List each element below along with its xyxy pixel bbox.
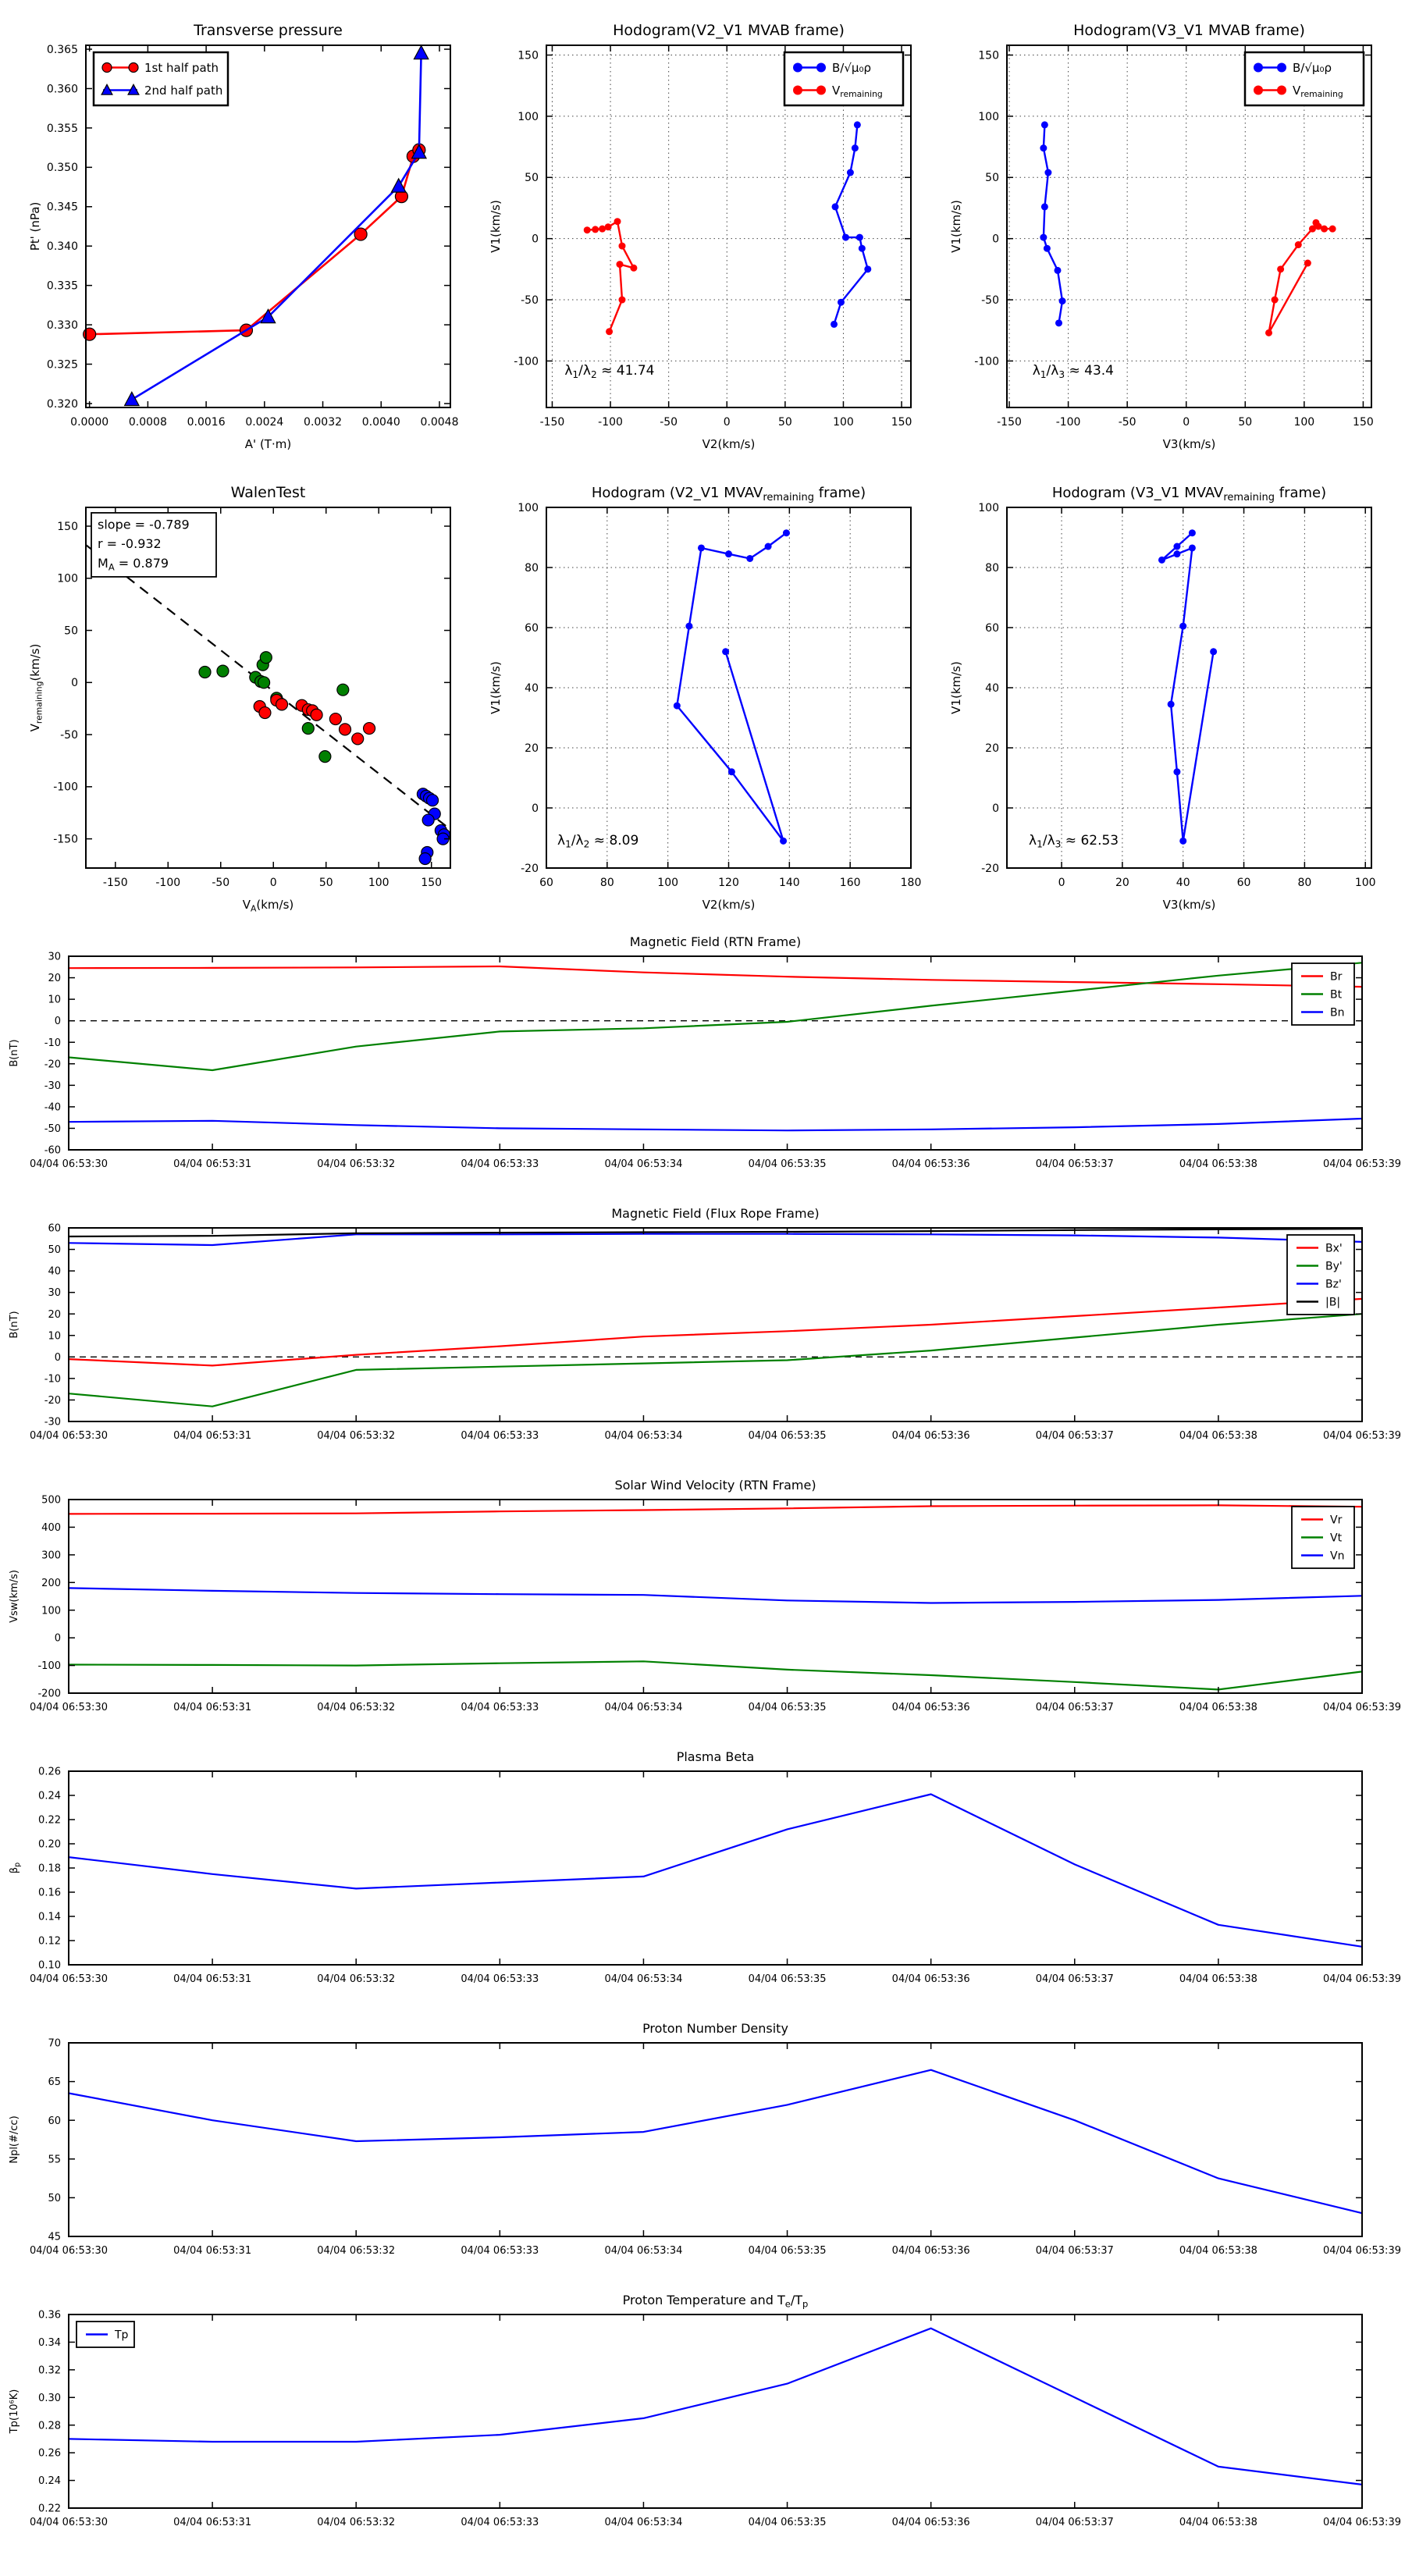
svg-text:B(nT): B(nT) <box>9 1039 20 1067</box>
svg-text:B(nT): B(nT) <box>9 1311 20 1339</box>
svg-text:0: 0 <box>1183 416 1190 429</box>
svg-text:80: 80 <box>1297 877 1312 889</box>
svg-text:Proton Temperature and Te/Tp: Proton Temperature and $T_e/T_p$ <box>622 2293 809 2310</box>
svg-text:20: 20 <box>985 742 999 755</box>
svg-text:55: 55 <box>48 2154 61 2166</box>
svg-text:04/04 06:53:39: 04/04 06:53:39 <box>1323 1702 1401 1713</box>
svg-text:04/04 06:53:34: 04/04 06:53:34 <box>604 1973 683 1985</box>
svg-text:MA = 0.879: $M_A = 0.879$ <box>98 555 169 573</box>
svg-text:0.340: 0.340 <box>46 240 78 254</box>
svg-text:-60: -60 <box>44 1144 61 1157</box>
svg-text:0.12: 0.12 <box>38 1935 61 1948</box>
svg-text:0: 0 <box>1058 877 1065 889</box>
svg-text:50: 50 <box>525 172 539 185</box>
svg-text:04/04 06:53:33: 04/04 06:53:33 <box>461 1702 539 1713</box>
svg-text:04/04 06:53:36: 04/04 06:53:36 <box>891 1973 970 1985</box>
svg-text:04/04 06:53:34: 04/04 06:53:34 <box>604 1158 683 1170</box>
svg-text:04/04 06:53:31: 04/04 06:53:31 <box>173 1430 252 1442</box>
svg-text:04/04 06:53:32: 04/04 06:53:32 <box>317 1158 396 1170</box>
chart-hodogram-v3-v1-mvab <box>943 6 1384 464</box>
svg-text:0.22: 0.22 <box>38 1814 61 1827</box>
chart-hodogram-v2-v1-mvab <box>482 6 923 464</box>
svg-text:04/04 06:53:37: 04/04 06:53:37 <box>1035 1430 1114 1442</box>
svg-text:0.320: 0.320 <box>46 397 78 411</box>
svg-text:-100: -100 <box>1055 416 1081 429</box>
svg-text:20: 20 <box>1115 877 1129 889</box>
svg-text:Hodogram (V3_V1 MVAVremaining: Hodogram (V3_V1 $MVAV_{remaining}$ frame) <box>1051 485 1327 503</box>
svg-text:04/04 06:53:39: 04/04 06:53:39 <box>1323 1430 1401 1442</box>
svg-text:V1(km/s): V1(km/s) <box>489 661 503 714</box>
svg-text:70: 70 <box>48 2037 61 2050</box>
svg-text:04/04 06:53:35: 04/04 06:53:35 <box>748 1702 827 1713</box>
svg-text:50: 50 <box>985 172 999 185</box>
svg-text:Magnetic Field (RTN Frame): Magnetic Field (RTN Frame) <box>629 934 802 949</box>
svg-text:Solar Wind Velocity (RTN Frame: Solar Wind Velocity (RTN Frame) <box>614 1478 816 1493</box>
svg-text:Bz': Bz' <box>1325 1278 1342 1291</box>
svg-text:100: 100 <box>978 501 999 514</box>
svg-text:04/04 06:53:31: 04/04 06:53:31 <box>173 2517 252 2528</box>
b_flux_rope-svg <box>0 1204 1405 1476</box>
legend <box>1292 1507 1354 1568</box>
svg-text:04/04 06:53:38: 04/04 06:53:38 <box>1179 1973 1257 1985</box>
svg-text:180: 180 <box>900 877 922 889</box>
svg-text:100: 100 <box>41 1605 61 1617</box>
svg-text:04/04 06:53:30: 04/04 06:53:30 <box>30 1158 108 1170</box>
svg-text:0.28: 0.28 <box>38 2420 61 2432</box>
svg-text:40: 40 <box>985 681 999 695</box>
svg-text:120: 120 <box>718 877 739 889</box>
svg-text:04/04 06:53:31: 04/04 06:53:31 <box>173 2245 252 2257</box>
svg-text:1st half path: 1st half path <box>144 60 219 75</box>
svg-text:04/04 06:53:30: 04/04 06:53:30 <box>30 1973 108 1985</box>
svg-text:0.330: 0.330 <box>46 318 78 332</box>
svg-text:150: 150 <box>1353 416 1374 429</box>
svg-text:04/04 06:53:32: 04/04 06:53:32 <box>317 2517 396 2528</box>
chart-walen-test <box>22 468 463 924</box>
svg-text:04/04 06:53:33: 04/04 06:53:33 <box>461 2517 539 2528</box>
svg-text:10: 10 <box>48 1330 61 1343</box>
svg-text:0: 0 <box>71 677 78 690</box>
svg-text:r = -0.932: r = -0.932 <box>98 536 162 552</box>
svg-text:-50: -50 <box>1118 416 1136 429</box>
svg-text:30: 30 <box>48 1287 61 1300</box>
svg-text:-150: -150 <box>53 833 78 846</box>
chart-plasma-beta <box>0 1748 1405 2019</box>
svg-text:V2(km/s): V2(km/s) <box>702 437 756 451</box>
svg-text:Tp(10⁶K): Tp(10⁶K) <box>9 2389 20 2434</box>
svg-text:Vremaining: $V_{remaining}$ <box>832 83 883 100</box>
svg-text:Vr: Vr <box>1330 1514 1343 1527</box>
hodogram_v3_mvab-svg <box>943 6 1384 464</box>
walen_test-svg <box>22 468 463 924</box>
svg-text:50: 50 <box>777 416 792 429</box>
svg-text:0.360: 0.360 <box>46 83 78 96</box>
svg-text:-20: -20 <box>44 1394 61 1407</box>
svg-text:-20: -20 <box>521 862 539 875</box>
svg-text:-50: -50 <box>212 877 230 889</box>
svg-text:150: 150 <box>421 877 443 889</box>
svg-text:VA(km/s): $V_A(km/s)$ <box>242 898 294 914</box>
svg-text:50: 50 <box>48 2192 61 2204</box>
chart-transverse-pressure <box>22 6 463 464</box>
svg-text:-200: -200 <box>37 1688 61 1700</box>
svg-text:04/04 06:53:38: 04/04 06:53:38 <box>1179 1702 1257 1713</box>
svg-text:500: 500 <box>41 1494 61 1507</box>
svg-text:-40: -40 <box>44 1101 61 1114</box>
svg-text:0.36: 0.36 <box>38 2309 61 2322</box>
proton_temp-svg <box>0 2291 1405 2563</box>
svg-text:04/04 06:53:31: 04/04 06:53:31 <box>173 1973 252 1985</box>
svg-text:Bn: Bn <box>1330 1006 1345 1019</box>
svg-text:Npl(#/cc): Npl(#/cc) <box>9 2115 20 2164</box>
svg-text:Bx': Bx' <box>1325 1242 1343 1255</box>
svg-text:Hodogram(V2_V1 MVAB frame): Hodogram(V2_V1 MVAB frame) <box>613 22 845 39</box>
svg-text:-50: -50 <box>44 1123 61 1135</box>
svg-text:0: 0 <box>532 233 539 246</box>
v_rtn-svg <box>0 1476 1405 1748</box>
svg-text:04/04 06:53:36: 04/04 06:53:36 <box>891 1702 970 1713</box>
svg-text:0: 0 <box>54 1632 61 1645</box>
svg-text:-150: -150 <box>102 877 128 889</box>
svg-text:04/04 06:53:38: 04/04 06:53:38 <box>1179 2517 1257 2528</box>
svg-text:10: 10 <box>48 994 61 1006</box>
svg-text:Tp: Tp <box>115 2329 129 2342</box>
svg-text:0.0032: 0.0032 <box>304 416 343 429</box>
svg-text:0.26: 0.26 <box>38 2447 61 2460</box>
svg-text:04/04 06:53:35: 04/04 06:53:35 <box>748 1158 827 1170</box>
svg-text:By': By' <box>1325 1260 1343 1273</box>
svg-text:20: 20 <box>48 1308 61 1321</box>
svg-text:0: 0 <box>992 802 999 815</box>
svg-text:60: 60 <box>525 621 539 635</box>
svg-text:Transverse pressure: Transverse pressure <box>194 22 343 39</box>
svg-text:λ1/λ3 ≈ 62.53: $\lambda_1/\lambda_3 \approx 62.53$ <box>1029 832 1119 850</box>
svg-text:04/04 06:53:38: 04/04 06:53:38 <box>1179 2245 1257 2257</box>
svg-text:40: 40 <box>525 681 539 695</box>
svg-text:100: 100 <box>978 110 999 123</box>
svg-text:Vremaining(km/s): $V_{remaining}(km/s)$ <box>28 643 44 732</box>
svg-text:-100: -100 <box>155 877 181 889</box>
chart-hodogram-v3-v1-mvav <box>943 468 1384 924</box>
svg-text:45: 45 <box>48 2231 61 2243</box>
svg-text:04/04 06:53:35: 04/04 06:53:35 <box>748 2245 827 2257</box>
svg-text:04/04 06:53:36: 04/04 06:53:36 <box>891 1430 970 1442</box>
legend <box>94 52 228 105</box>
svg-text:04/04 06:53:37: 04/04 06:53:37 <box>1035 1973 1114 1985</box>
svg-text:0.0040: 0.0040 <box>361 416 400 429</box>
svg-text:100: 100 <box>1354 877 1376 889</box>
svg-text:WalenTest: WalenTest <box>230 484 306 501</box>
svg-text:50: 50 <box>48 1244 61 1257</box>
b_rtn-svg <box>0 933 1405 1204</box>
chart-proton-number-density <box>0 2019 1405 2291</box>
svg-text:-100: -100 <box>514 355 539 368</box>
svg-text:100: 100 <box>518 110 539 123</box>
svg-text:0.365: 0.365 <box>46 43 78 56</box>
svg-text:04/04 06:53:31: 04/04 06:53:31 <box>173 1158 252 1170</box>
svg-text:20: 20 <box>48 973 61 985</box>
svg-text:04/04 06:53:32: 04/04 06:53:32 <box>317 1973 396 1985</box>
svg-text:04/04 06:53:39: 04/04 06:53:39 <box>1323 1158 1401 1170</box>
svg-text:04/04 06:53:33: 04/04 06:53:33 <box>461 1158 539 1170</box>
svg-text:Bt: Bt <box>1330 988 1343 1002</box>
svg-text:B/√μ₀ρ: B/√μ₀ρ <box>832 60 871 75</box>
svg-text:150: 150 <box>57 520 78 533</box>
svg-text:0.0048: 0.0048 <box>420 416 459 429</box>
svg-text:0.32: 0.32 <box>38 2364 61 2377</box>
svg-text:slope = -0.789: slope = -0.789 <box>98 517 190 532</box>
svg-text:0.355: 0.355 <box>46 122 78 135</box>
svg-text:04/04 06:53:30: 04/04 06:53:30 <box>30 1702 108 1713</box>
svg-text:-30: -30 <box>44 1416 61 1429</box>
hodogram_v2_mvav-svg <box>482 468 923 924</box>
legend <box>784 52 903 105</box>
svg-text:04/04 06:53:38: 04/04 06:53:38 <box>1179 1158 1257 1170</box>
svg-text:04/04 06:53:32: 04/04 06:53:32 <box>317 2245 396 2257</box>
svg-text:λ1/λ3 ≈ 43.4: $\lambda_1/\lambda_3 \approx 43.4$ <box>1032 363 1114 380</box>
svg-text:V3(km/s): V3(km/s) <box>1162 898 1216 912</box>
svg-text:04/04 06:53:37: 04/04 06:53:37 <box>1035 2517 1114 2528</box>
svg-text:04/04 06:53:36: 04/04 06:53:36 <box>891 1158 970 1170</box>
svg-text:Hodogram (V2_V1 MVAVremaining: Hodogram (V2_V1 $MVAV_{remaining}$ frame) <box>591 485 866 503</box>
transverse_pressure-svg <box>22 6 463 464</box>
svg-text:-20: -20 <box>44 1059 61 1071</box>
svg-text:-10: -10 <box>44 1037 61 1049</box>
svg-text:0.16: 0.16 <box>38 1887 61 1899</box>
svg-text:0: 0 <box>54 1351 61 1364</box>
chart-magnetic-field-flux-rope <box>0 1204 1405 1476</box>
svg-text:Plasma Beta: Plasma Beta <box>676 1749 755 1764</box>
svg-text:04/04 06:53:34: 04/04 06:53:34 <box>604 1430 683 1442</box>
svg-text:V2(km/s): V2(km/s) <box>702 898 756 912</box>
svg-text:400: 400 <box>41 1521 61 1534</box>
hodogram_v2_mvab-svg <box>482 6 923 464</box>
svg-text:04/04 06:53:34: 04/04 06:53:34 <box>604 2517 683 2528</box>
svg-text:A' (T·m): A' (T·m) <box>244 437 292 451</box>
svg-text:Proton Number Density: Proton Number Density <box>642 2021 788 2036</box>
svg-text:-100: -100 <box>974 355 999 368</box>
svg-text:80: 80 <box>525 561 539 575</box>
svg-text:Hodogram(V3_V1 MVAB frame): Hodogram(V3_V1 MVAB frame) <box>1073 22 1305 39</box>
svg-text:04/04 06:53:30: 04/04 06:53:30 <box>30 2245 108 2257</box>
svg-text:0.30: 0.30 <box>38 2392 61 2404</box>
svg-text:Vt: Vt <box>1330 1532 1343 1545</box>
svg-text:80: 80 <box>599 877 614 889</box>
svg-text:100: 100 <box>833 416 854 429</box>
svg-text:-150: -150 <box>997 416 1022 429</box>
svg-text:150: 150 <box>518 49 539 62</box>
proton_density-svg <box>0 2019 1405 2291</box>
svg-text:30: 30 <box>48 951 61 963</box>
svg-text:04/04 06:53:33: 04/04 06:53:33 <box>461 1973 539 1985</box>
chart-solar-wind-velocity <box>0 1476 1405 1748</box>
svg-text:60: 60 <box>48 2115 61 2127</box>
chart-magnetic-field-rtn <box>0 933 1405 1204</box>
svg-text:-150: -150 <box>539 416 565 429</box>
hodogram_v3_mvav-svg <box>943 468 1384 924</box>
svg-text:0.0024: 0.0024 <box>245 416 284 429</box>
svg-text:βp: $\beta_p$ <box>9 1862 22 1874</box>
svg-text:65: 65 <box>48 2076 61 2089</box>
svg-text:04/04 06:53:34: 04/04 06:53:34 <box>604 1702 683 1713</box>
svg-text:0: 0 <box>532 802 539 815</box>
svg-text:04/04 06:53:33: 04/04 06:53:33 <box>461 2245 539 2257</box>
svg-text:0.0016: 0.0016 <box>187 416 226 429</box>
stats-box <box>91 513 216 577</box>
svg-text:λ1/λ2 ≈ 41.74: $\lambda_1/\lambda_2 \approx 41.74$ <box>564 363 655 380</box>
svg-text:04/04 06:53:35: 04/04 06:53:35 <box>748 1973 827 1985</box>
legend <box>1287 1235 1354 1315</box>
legend <box>1292 963 1354 1025</box>
svg-text:200: 200 <box>41 1577 61 1589</box>
svg-text:04/04 06:53:39: 04/04 06:53:39 <box>1323 2245 1401 2257</box>
svg-text:0.18: 0.18 <box>38 1863 61 1875</box>
svg-text:04/04 06:53:35: 04/04 06:53:35 <box>748 1430 827 1442</box>
svg-text:04/04 06:53:37: 04/04 06:53:37 <box>1035 1702 1114 1713</box>
svg-text:04/04 06:53:37: 04/04 06:53:37 <box>1035 1158 1114 1170</box>
svg-text:160: 160 <box>839 877 861 889</box>
svg-text:-100: -100 <box>37 1660 61 1673</box>
svg-text:Vn: Vn <box>1330 1550 1345 1563</box>
svg-text:V3(km/s): V3(km/s) <box>1162 437 1216 451</box>
plasma_beta-svg <box>0 1748 1405 2019</box>
svg-text:04/04 06:53:30: 04/04 06:53:30 <box>30 2517 108 2528</box>
svg-text:0: 0 <box>723 416 731 429</box>
svg-text:-50: -50 <box>60 728 78 742</box>
svg-text:V1(km/s): V1(km/s) <box>489 200 503 253</box>
svg-text:-10: -10 <box>44 1373 61 1386</box>
svg-text:04/04 06:53:31: 04/04 06:53:31 <box>173 1702 252 1713</box>
svg-text:0.345: 0.345 <box>46 201 78 214</box>
svg-text:Pt' (nPa): Pt' (nPa) <box>28 201 42 251</box>
svg-text:Br: Br <box>1330 970 1343 984</box>
svg-text:Magnetic Field (Flux Rope Fram: Magnetic Field (Flux Rope Frame) <box>611 1206 820 1221</box>
svg-text:100: 100 <box>57 572 78 585</box>
svg-text:50: 50 <box>64 624 78 638</box>
svg-text:04/04 06:53:38: 04/04 06:53:38 <box>1179 1430 1257 1442</box>
svg-text:60: 60 <box>48 1222 61 1235</box>
svg-text:04/04 06:53:36: 04/04 06:53:36 <box>891 2245 970 2257</box>
svg-text:0.24: 0.24 <box>38 2475 61 2488</box>
svg-text:60: 60 <box>985 621 999 635</box>
svg-text:0.20: 0.20 <box>38 1838 61 1851</box>
svg-text:04/04 06:53:37: 04/04 06:53:37 <box>1035 2245 1114 2257</box>
legend <box>76 2322 134 2347</box>
svg-text:B/√μ₀ρ: B/√μ₀ρ <box>1293 60 1332 75</box>
svg-text:60: 60 <box>539 877 553 889</box>
svg-text:150: 150 <box>891 416 912 429</box>
svg-text:|B|: |B| <box>1325 1296 1341 1309</box>
svg-text:0.0008: 0.0008 <box>128 416 167 429</box>
svg-text:100: 100 <box>518 501 539 514</box>
svg-text:0.10: 0.10 <box>38 1959 61 1972</box>
svg-text:-50: -50 <box>981 294 999 307</box>
svg-text:-30: -30 <box>44 1080 61 1092</box>
svg-text:04/04 06:53:35: 04/04 06:53:35 <box>748 2517 827 2528</box>
svg-text:0.0000: 0.0000 <box>70 416 109 429</box>
svg-text:150: 150 <box>978 49 999 62</box>
svg-text:V1(km/s): V1(km/s) <box>949 200 963 253</box>
svg-text:40: 40 <box>48 1265 61 1278</box>
svg-text:04/04 06:53:34: 04/04 06:53:34 <box>604 2245 683 2257</box>
svg-text:0.26: 0.26 <box>38 1766 61 1778</box>
svg-text:60: 60 <box>1236 877 1251 889</box>
svg-text:-100: -100 <box>53 781 78 794</box>
svg-text:0: 0 <box>269 877 277 889</box>
chart-proton-temperature <box>0 2291 1405 2563</box>
svg-text:-100: -100 <box>598 416 623 429</box>
svg-text:0: 0 <box>992 233 999 246</box>
svg-text:0.22: 0.22 <box>38 2503 61 2515</box>
svg-text:-50: -50 <box>521 294 539 307</box>
svg-text:140: 140 <box>778 877 800 889</box>
legend <box>1245 52 1364 105</box>
svg-text:04/04 06:53:39: 04/04 06:53:39 <box>1323 2517 1401 2528</box>
svg-text:100: 100 <box>368 877 389 889</box>
svg-text:Vsw(km/s): Vsw(km/s) <box>9 1570 20 1623</box>
svg-text:300: 300 <box>41 1550 61 1562</box>
svg-text:-50: -50 <box>660 416 678 429</box>
svg-text:100: 100 <box>1293 416 1315 429</box>
svg-text:04/04 06:53:33: 04/04 06:53:33 <box>461 1430 539 1442</box>
svg-text:50: 50 <box>1238 416 1253 429</box>
svg-text:80: 80 <box>985 561 999 575</box>
svg-text:V1(km/s): V1(km/s) <box>949 661 963 714</box>
svg-text:40: 40 <box>1176 877 1190 889</box>
chart-hodogram-v2-v1-mvav <box>482 468 923 924</box>
svg-text:04/04 06:53:39: 04/04 06:53:39 <box>1323 1973 1401 1985</box>
svg-text:-20: -20 <box>981 862 999 875</box>
svg-text:0.34: 0.34 <box>38 2336 61 2349</box>
svg-text:04/04 06:53:30: 04/04 06:53:30 <box>30 1430 108 1442</box>
svg-text:0.325: 0.325 <box>46 358 78 372</box>
svg-text:λ1/λ2 ≈ 8.09: $\lambda_1/\lambda_2 \approx 8.09$ <box>557 832 639 850</box>
svg-text:0: 0 <box>54 1016 61 1028</box>
svg-text:Vremaining: $V_{remaining}$ <box>1293 83 1343 100</box>
svg-text:0.350: 0.350 <box>46 162 78 175</box>
svg-text:04/04 06:53:32: 04/04 06:53:32 <box>317 1430 396 1442</box>
svg-text:100: 100 <box>657 877 679 889</box>
svg-text:04/04 06:53:32: 04/04 06:53:32 <box>317 1702 396 1713</box>
svg-text:04/04 06:53:36: 04/04 06:53:36 <box>891 2517 970 2528</box>
svg-text:0.24: 0.24 <box>38 1790 61 1802</box>
svg-text:20: 20 <box>525 742 539 755</box>
svg-text:0.14: 0.14 <box>38 1911 61 1923</box>
svg-text:0.335: 0.335 <box>46 279 78 293</box>
svg-text:50: 50 <box>318 877 333 889</box>
svg-text:2nd half path: 2nd half path <box>144 83 223 98</box>
